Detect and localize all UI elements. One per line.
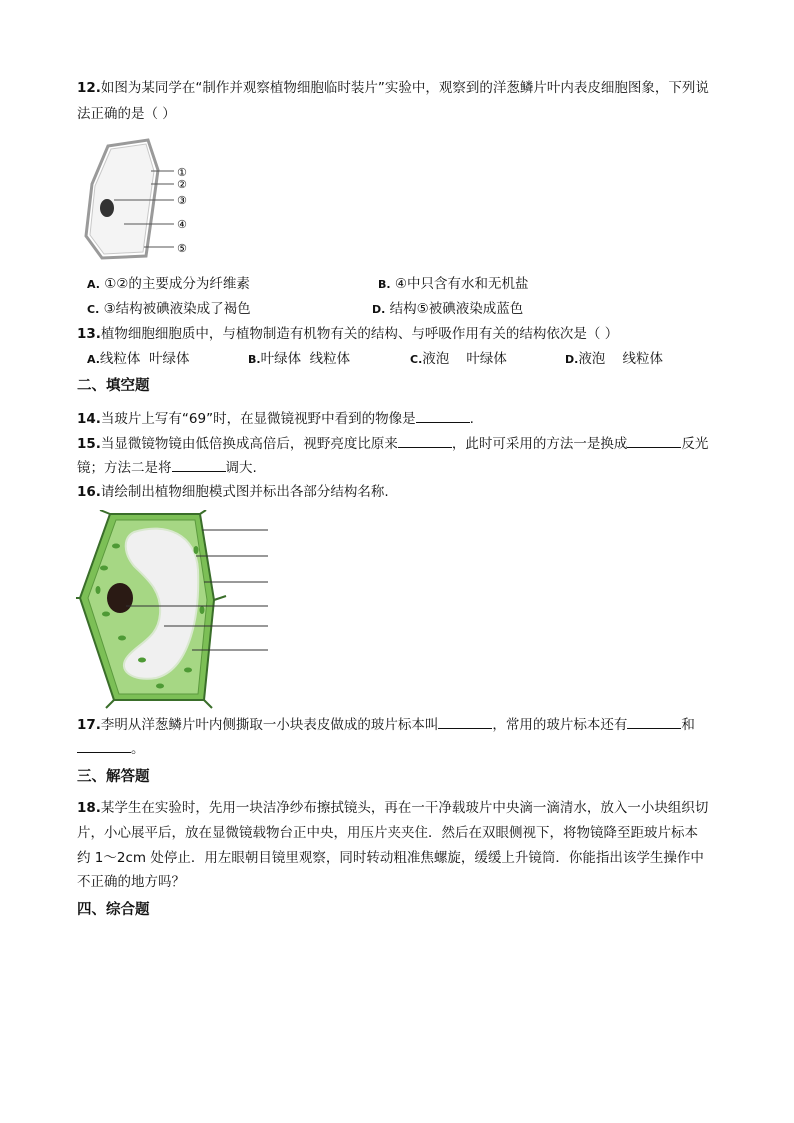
q12-option-a: A. ①②的主要成分为纤维素 [87,276,250,292]
plant-nucleus-shape [107,583,133,613]
figure-label-2: ② [177,178,187,191]
q12-number: 12. [77,80,101,96]
q17-answer-blank-2[interactable] [627,714,681,729]
q12-line2: 法正确的是（ ） [77,106,176,122]
q16-line: 16.请绘制出植物细胞模式图并标出各部分结构名称. [77,484,389,500]
plant-cell-figure [76,510,272,710]
q12-option-b: B. ④中只含有水和无机盐 [378,276,529,292]
q15-answer-blank-3[interactable] [172,457,226,472]
q12-option-d: D. 结构⑤被碘液染成蓝色 [372,301,524,317]
q15-answer-blank-2[interactable] [627,433,681,448]
q15-answer-blank-1[interactable] [398,433,452,448]
q12-option-c: C. ③结构被碘液染成了褐色 [87,301,251,317]
q17-answer-blank-3[interactable] [77,738,131,753]
figure-label-3: ③ [177,194,187,207]
q13-option-c: C.液泡 叶绿体 [410,351,507,367]
q18-line3: 约 1～2cm 处停止．用左眼朝目镜里观察，同时转动粗准焦螺旋，缓缓上升镜筒．你能指出该学生操作中 [77,850,704,866]
q18-line2: 片，小心展平后，放在显微镜载物台正中央，用压片夹夹住．然后在双眼侧视下，将物镜降至距玻片标本 [77,825,698,841]
q15-line2: 镜；方法二是将 调大. [77,457,257,478]
q14-answer-blank[interactable] [416,408,470,423]
figure-label-5: ⑤ [177,242,187,255]
q17-line2: 。 [77,738,145,759]
section-2-title: 二、填空题 [77,378,150,394]
q13-number: 13. [77,326,101,342]
onion-cell-figure [80,136,210,262]
figure-label-4: ④ [177,218,187,231]
section-4-title: 四、综合题 [77,902,150,918]
q13-option-a: A.线粒体 叶绿体 [87,351,190,367]
q13-option-b: B.叶绿体 线粒体 [248,351,351,367]
q13-option-d: D.液泡 线粒体 [565,351,663,367]
q15-line1: 15.当显微镜物镜由低倍换成高倍后，视野亮度比原来 ，此时可采用的方法一是换成 反光 [77,433,708,454]
section-3-title: 三、解答题 [77,769,150,785]
nucleus-shape [100,199,114,217]
q17-line1: 17.李明从洋葱鳞片叶内侧撕取一小块表皮做成的玻片标本叫 ，常用的玻片标本还有 和 [77,714,695,735]
q17-answer-blank-1[interactable] [438,714,492,729]
q12-text-1: 如图为某同学在“制作并观察植物细胞临时装片”实验中，观察到的洋葱鳞片叶内表皮细胞图象，下列说 [100,80,709,96]
q18-line4: 不正确的地方吗？ [77,874,185,890]
q14-line: 14.当玻片上写有“69”时，在显微镜视野中看到的物像是 . [77,408,474,429]
q18-line1: 18.某学生在实验时，先用一块洁净纱布擦拭镜头，再在一干净载玻片中央滴一滴清水，放入一小块组织切 [77,800,709,816]
cell-membrane-outline [90,144,154,254]
q13-text: 植物细胞细胞质中，与植物制造有机物有关的结构、与呼吸作用有关的结构依次是（ ） [100,326,619,342]
figure-label-1: ① [177,166,187,179]
q13-line [77,324,618,344]
q12-line1 [77,78,709,98]
